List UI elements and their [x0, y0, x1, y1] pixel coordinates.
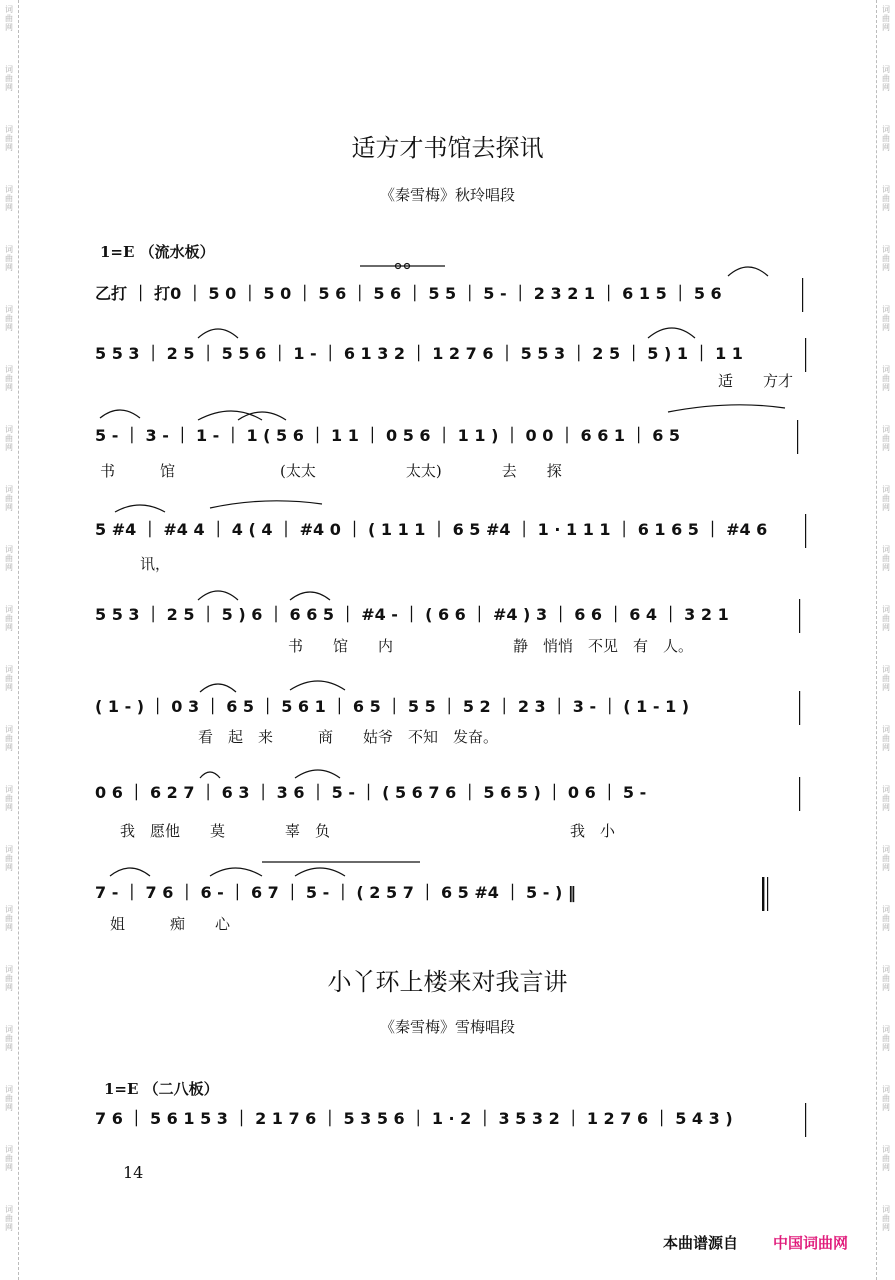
notation-line: 5 - ｜ 3 - ｜ 1 - ｜ 1 ( 5 6 ｜ 1 1 ｜ 0 5 6 ｜ 1 1 ) ｜ 0 0 ｜ 6 6 1 ｜ 6 5	[95, 426, 681, 445]
notation-line: 5 5 3 ｜ 2 5 ｜ 5 5 6 ｜ 1 - ｜ 6 1 3 2 ｜ 1 2 7 6 ｜ 5 5 3 ｜ 2 5 ｜ 5 ) 1 ｜ 1 1	[95, 344, 743, 363]
watermark-text: 词曲网	[882, 1025, 890, 1052]
watermark-text: 词曲网	[882, 665, 890, 692]
watermark-text: 词曲网	[5, 1085, 13, 1112]
watermark-text: 词曲网	[5, 485, 13, 512]
watermark-text: 词曲网	[5, 665, 13, 692]
watermark-text: 词曲网	[5, 5, 13, 32]
footer-source-label: 本曲谱源自	[663, 1234, 739, 1252]
watermark-text: 词曲网	[5, 245, 13, 272]
watermark-text: 词曲网	[5, 365, 13, 392]
lyric-line-8: 姐 痴 心	[110, 915, 231, 933]
watermark-text: 词曲网	[882, 1205, 890, 1232]
watermark-text: 词曲网	[5, 845, 13, 872]
watermark-text: 词曲网	[882, 425, 890, 452]
watermark-text: 词曲网	[5, 545, 13, 572]
watermark-text: 词曲网	[5, 725, 13, 752]
watermark-text: 词曲网	[882, 65, 890, 92]
watermark-text: 词曲网	[882, 965, 890, 992]
song1-subtitle: 《秦雪梅》秋玲唱段	[379, 186, 515, 204]
watermark-text: 词曲网	[882, 485, 890, 512]
lyric-line-2: 适 方才	[718, 372, 794, 390]
lyric-line-7: 我 愿他 莫 辜 负 我 小	[120, 822, 616, 840]
watermark-text: 词曲网	[5, 1145, 13, 1172]
watermark-text: 词曲网	[5, 785, 13, 812]
lyric-line-3: 书 馆 (太太 太太) 去 探	[100, 462, 562, 480]
notation-line: 7 6 ｜ 5 6 1 5 3 ｜ 2 1 7 6 ｜ 5 3 5 6 ｜ 1 · 2 ｜ 3 5 3 2 ｜ 1 2 7 6 ｜ 5 4 3 )	[95, 1109, 733, 1128]
song1-title: 适方才书馆去探讯	[351, 134, 544, 162]
watermark-text: 词曲网	[5, 305, 13, 332]
lyric-line-4: 讯，	[140, 555, 171, 573]
watermark-text: 词曲网	[5, 185, 13, 212]
notation-line: 5 5 3 ｜ 2 5 ｜ 5 ) 6 ｜ 6 6 5 ｜ #4 - ｜ ( 6 6 ｜ #4 ) 3 ｜ 6 6 ｜ 6 4 ｜ 3 2 1	[95, 605, 729, 624]
watermark-text: 词曲网	[882, 245, 890, 272]
watermark-text: 词曲网	[882, 5, 890, 32]
watermark-text: 词曲网	[5, 65, 13, 92]
watermark-text: 词曲网	[5, 965, 13, 992]
footer-site-name[interactable]: 中国词曲网	[773, 1234, 849, 1252]
watermark-text: 词曲网	[882, 545, 890, 572]
notation-line: 乙打 ｜ 打0 ｜ 5 0 ｜ 5 0 ｜ 5 6 ｜ 5 6 ｜ 5 5 ｜ 5 - ｜ 2 3 2 1 ｜ 6 1 5 ｜ 5 6	[95, 284, 722, 303]
watermark-text: 词曲网	[5, 425, 13, 452]
song1-key: 1=E （流水板）	[100, 243, 215, 261]
watermark-text: 词曲网	[882, 725, 890, 752]
watermark-text: 词曲网	[882, 845, 890, 872]
watermark-text: 词曲网	[882, 1145, 890, 1172]
notation-line: 7 - ｜ 7 6 ｜ 6 - ｜ 6 7 ｜ 5 - ｜ ( 2 5 7 ｜ 6 5 #4 ｜ 5 - ) ‖	[95, 883, 576, 902]
watermark-text: 词曲网	[882, 125, 890, 152]
watermark-text: 词曲网	[5, 605, 13, 632]
watermark-text: 词曲网	[882, 785, 890, 812]
watermark-text: 词曲网	[5, 1025, 13, 1052]
notation-line: 0 6 ｜ 6 2 7 ｜ 6 3 ｜ 3 6 ｜ 5 - ｜ ( 5 6 7 6 ｜ 5 6 5 ) ｜ 0 6 ｜ 5 -	[95, 783, 647, 802]
watermark-text: 词曲网	[882, 1085, 890, 1112]
lyric-line-6: 看 起 来 商 姑爷 不知 发奋。	[198, 728, 499, 746]
notation-line: ( 1 - ) ｜ 0 3 ｜ 6 5 ｜ 5 6 1 ｜ 6 5 ｜ 5 5 ｜ 5 2 ｜ 2 3 ｜ 3 - ｜ ( 1 - 1 )	[95, 697, 690, 716]
watermark-text: 词曲网	[882, 905, 890, 932]
page-number: 14	[123, 1163, 144, 1182]
bar-lines	[762, 278, 806, 1137]
song2-key: 1=E （二八板）	[104, 1080, 219, 1098]
watermark-text: 词曲网	[5, 1205, 13, 1232]
song2-title: 小丫环上楼来对我言讲	[327, 968, 568, 996]
watermark-text: 词曲网	[882, 305, 890, 332]
watermark-text: 词曲网	[5, 125, 13, 152]
song2-subtitle: 《秦雪梅》雪梅唱段	[379, 1018, 515, 1036]
watermark-text: 词曲网	[882, 365, 890, 392]
watermark-text: 词曲网	[882, 605, 890, 632]
notation-line: 5 #4 ｜ #4 4 ｜ 4 ( 4 ｜ #4 0 ｜ ( 1 1 1 ｜ 6 5 #4 ｜ 1 · 1 1 1 ｜ 6 1 6 5 ｜ #4 6	[95, 520, 768, 539]
watermark-text: 词曲网	[882, 185, 890, 212]
lyric-line-5: 书 馆 内 静 悄悄 不见 有 人。	[288, 637, 694, 655]
watermark-text: 词曲网	[5, 905, 13, 932]
